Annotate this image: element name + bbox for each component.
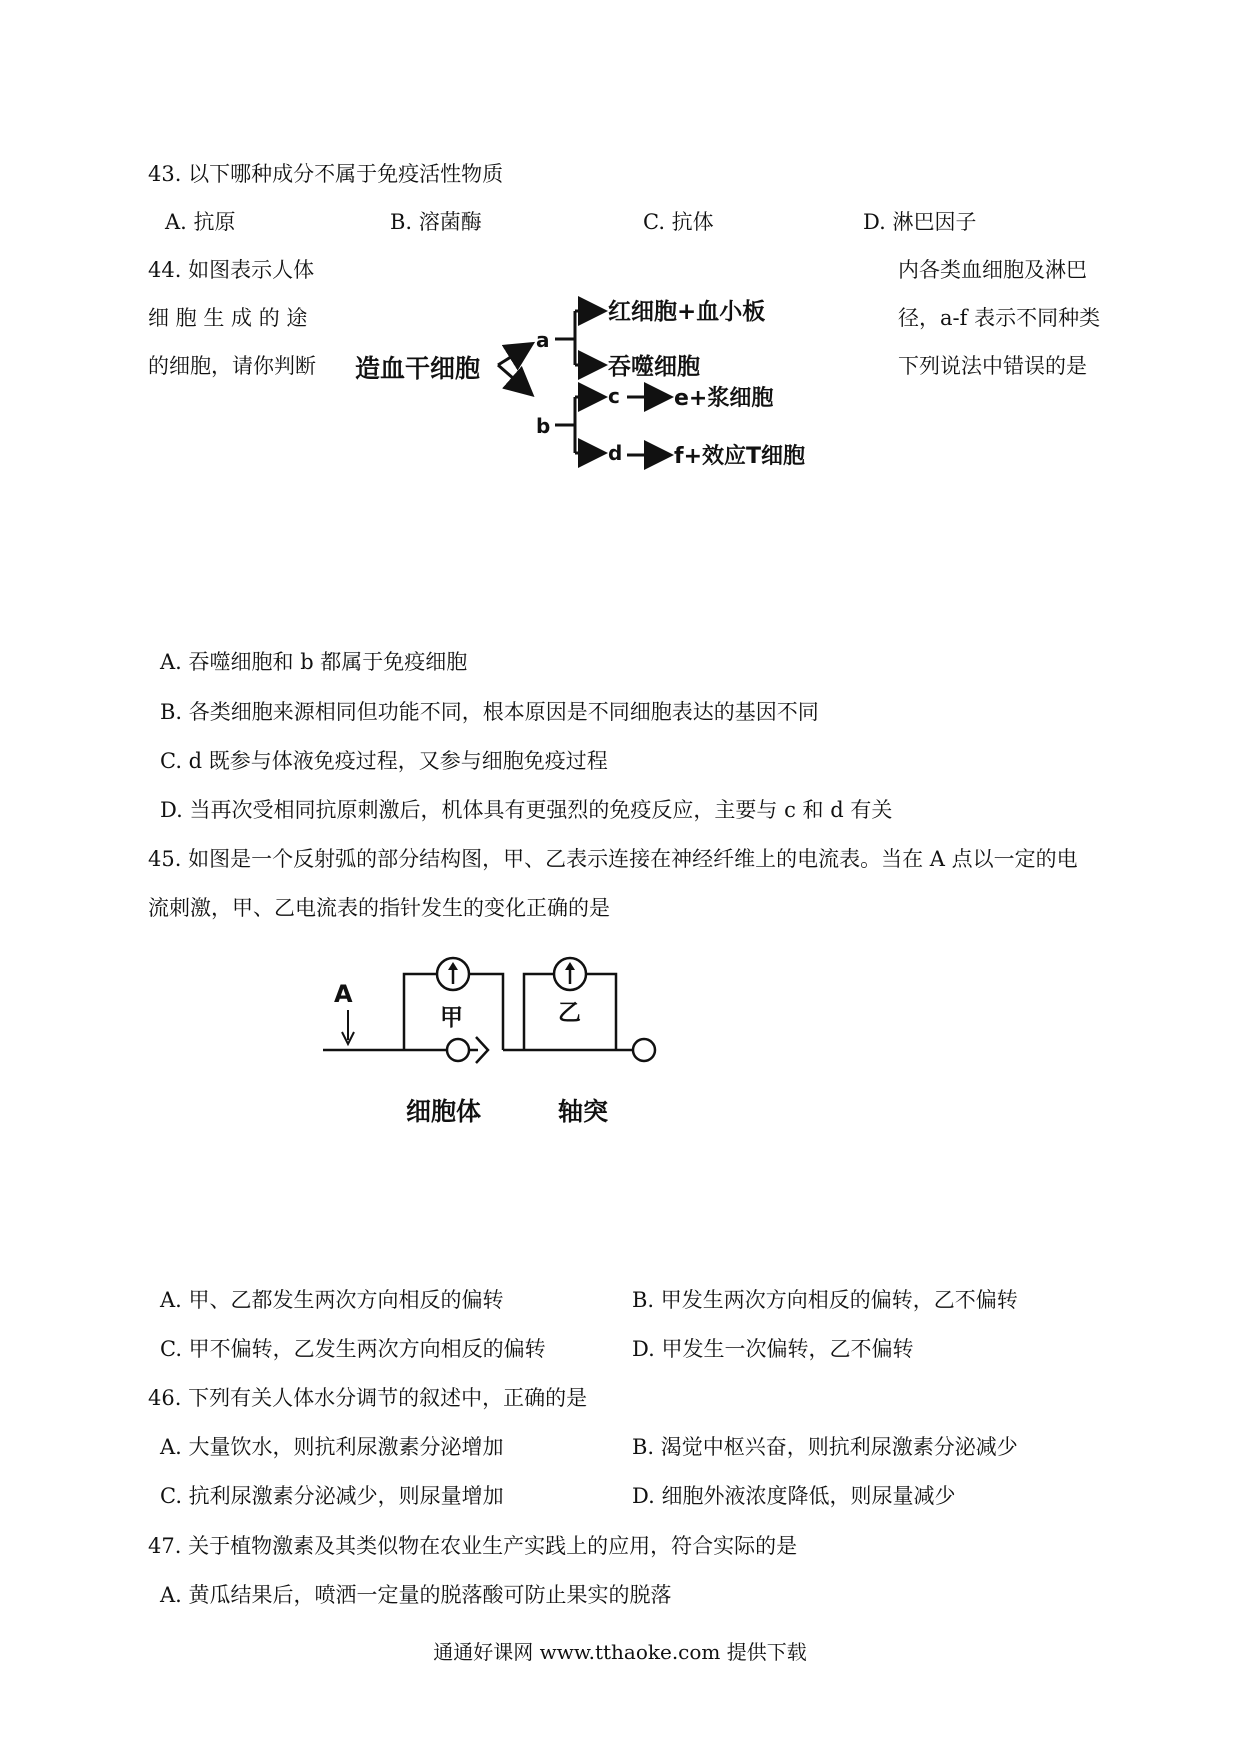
- q44-stem-right-1: 内各类血细胞及淋巴: [898, 258, 1087, 282]
- root-cell-label: 造血干细胞: [355, 354, 481, 383]
- meter-jia-label: 甲: [440, 1005, 463, 1031]
- end-circle: [633, 1039, 655, 1061]
- q44-option-c: C. d 既参与体液免疫过程，又参与细胞免疫过程: [160, 749, 608, 773]
- q45-stem-line2: 流刺激，甲、乙电流表的指针发生的变化正确的是: [148, 896, 610, 920]
- q47-option-a: A. 黄瓜结果后，喷洒一定量的脱落酸可防止果实的脱落: [160, 1583, 672, 1607]
- q46-option-c: C. 抗利尿激素分泌减少，则尿量增加: [160, 1484, 504, 1508]
- q44-option-a: A. 吞噬细胞和 b 都属于免疫细胞: [160, 650, 468, 674]
- q44-stem-left-3: 的细胞，请你判断: [148, 354, 316, 378]
- q45-option-d: D. 甲发生一次偏转，乙不偏转: [632, 1337, 914, 1361]
- q45-stem-line1: 45. 如图是一个反射弧的部分结构图，甲、乙表示连接在神经纤维上的电流表。当在 A 点以一定的电: [148, 847, 1078, 871]
- red-cell-platelet-label: 红细胞+血小板: [608, 299, 766, 325]
- page-footer: 通通好课网 www.tthaoke.com 提供下载: [433, 1640, 807, 1664]
- q43-option-d: D. 淋巴因子: [863, 210, 977, 234]
- q43-option-a: A. 抗原: [165, 210, 236, 234]
- axon-label: 轴突: [558, 1097, 609, 1126]
- reflex-arc-diagram: [318, 940, 678, 1140]
- branch-b-label: b: [536, 414, 551, 438]
- q45-option-a: A. 甲、乙都发生两次方向相反的偏转: [160, 1288, 504, 1312]
- meter-yi-label: 乙: [558, 1000, 581, 1026]
- q44-stem-right-3: 下列说法中错误的是: [898, 354, 1087, 378]
- q43-stem: 43. 以下哪种成分不属于免疫活性物质: [148, 162, 504, 186]
- q44-stem-left-2: 细 胞 生 成 的 途: [148, 306, 308, 330]
- blood-cell-lineage-diagram: [350, 285, 850, 485]
- q44-option-d: D. 当再次受相同抗原刺激后，机体具有更强烈的免疫反应，主要与 c 和 d 有关: [160, 798, 893, 822]
- plasma-cell-label: e+浆细胞: [674, 386, 774, 411]
- q45-option-b: B. 甲发生两次方向相反的偏转，乙不偏转: [632, 1288, 1018, 1312]
- q47-stem: 47. 关于植物激素及其类似物在农业生产实践上的应用，符合实际的是: [148, 1534, 798, 1558]
- q43-option-b: B. 溶菌酶: [390, 210, 482, 234]
- q46-option-d: D. 细胞外液浓度降低，则尿量减少: [632, 1484, 956, 1508]
- q45-option-c: C. 甲不偏转，乙发生两次方向相反的偏转: [160, 1337, 546, 1361]
- cell-body-circle: [447, 1039, 469, 1061]
- q46-option-a: A. 大量饮水，则抗利尿激素分泌增加: [160, 1435, 504, 1459]
- cell-body-label: 细胞体: [406, 1097, 482, 1126]
- phagocyte-label: 吞噬细胞: [608, 354, 700, 380]
- point-a-label: A: [334, 980, 353, 1008]
- q44-option-b: B. 各类细胞来源相同但功能不同，根本原因是不同细胞表达的基因不同: [160, 700, 819, 724]
- q46-stem: 46. 下列有关人体水分调节的叙述中，正确的是: [148, 1386, 588, 1410]
- branch-a-label: a: [536, 328, 550, 352]
- q43-option-c: C. 抗体: [643, 210, 714, 234]
- cell-c-label: c: [608, 384, 620, 408]
- q44-stem-right-2: 径，a-f 表示不同种类: [898, 306, 1101, 330]
- q44-stem-left-1: 44. 如图表示人体: [148, 258, 315, 282]
- q46-option-b: B. 渴觉中枢兴奋，则抗利尿激素分泌减少: [632, 1435, 1018, 1459]
- cell-d-label: d: [608, 441, 623, 465]
- effector-t-cell-label: f+效应T细胞: [674, 444, 806, 469]
